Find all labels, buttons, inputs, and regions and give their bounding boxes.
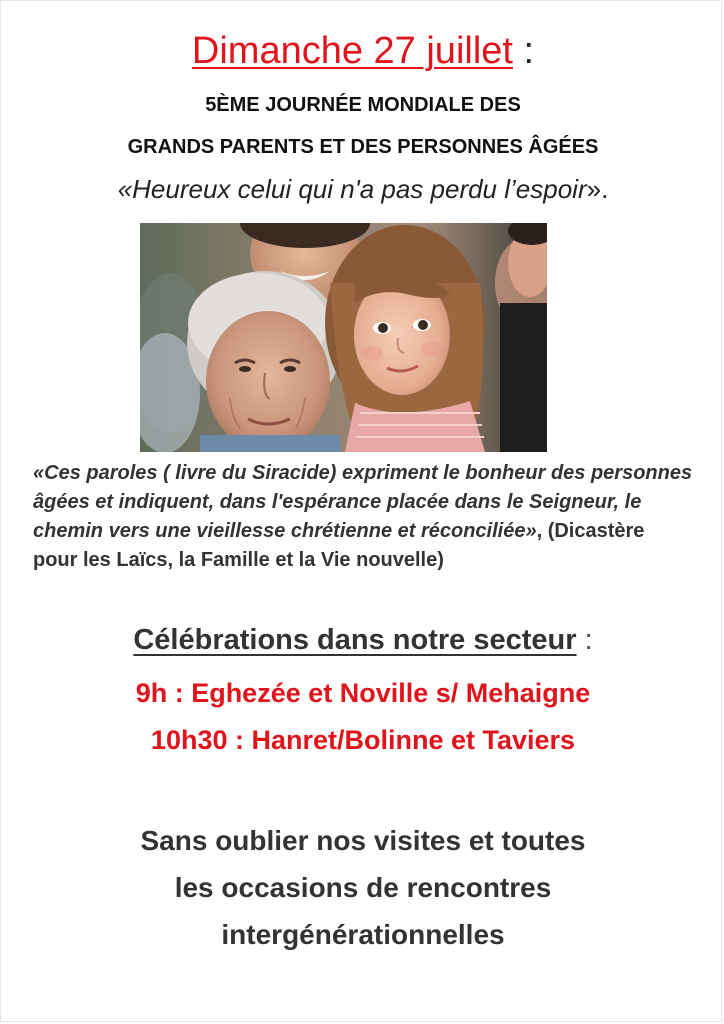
citation-paragraph bbox=[33, 459, 693, 575]
event-date: Dimanche 27 juillet bbox=[191, 30, 513, 72]
closing-line-2: les occasions de rencontres bbox=[174, 872, 552, 903]
celebration-time-2: 10h30 : Hanret/Bolinne et Taviers bbox=[150, 725, 576, 755]
event-title-line-1: 5ÈME JOURNÉE MONDIALE DES bbox=[205, 94, 521, 116]
event-date-heading bbox=[1, 29, 724, 73]
citation-quote: «Ces paroles ( livre du Siracide) expriment le bonheur des personnes âgées et indiquent, dans l'espérance placée dans le Seigneur, le chemin vers une vieillesse chrétienne et réconciliée» bbox=[33, 462, 693, 542]
celebrations-title: Célébrations dans notre secteur bbox=[133, 624, 577, 656]
closing-line-3: intergénérationnelles bbox=[221, 919, 505, 950]
celebrations-colon: : bbox=[584, 624, 593, 656]
celebrations-heading bbox=[1, 621, 724, 659]
quote-open: « bbox=[117, 174, 133, 204]
citation-source: , (Dicastère pour les Laïcs, la Famille et la Vie nouvelle) bbox=[33, 520, 645, 571]
celebration-time-1: 9h : Eghezée et Noville s/ Mehaigne bbox=[135, 678, 591, 708]
theme-quote bbox=[1, 173, 724, 205]
quote-text: Heureux celui qui n'a pas perdu l’espoir bbox=[132, 174, 587, 204]
closing-line-1: Sans oublier nos visites et toutes bbox=[140, 825, 586, 856]
date-colon: : bbox=[523, 30, 535, 72]
grandmother-granddaughter-photo bbox=[140, 223, 547, 452]
quote-close: ». bbox=[586, 174, 609, 204]
event-title-line-2: GRANDS PARENTS ET DES PERSONNES ÂGÉES bbox=[127, 136, 599, 158]
closing-message bbox=[1, 817, 724, 958]
